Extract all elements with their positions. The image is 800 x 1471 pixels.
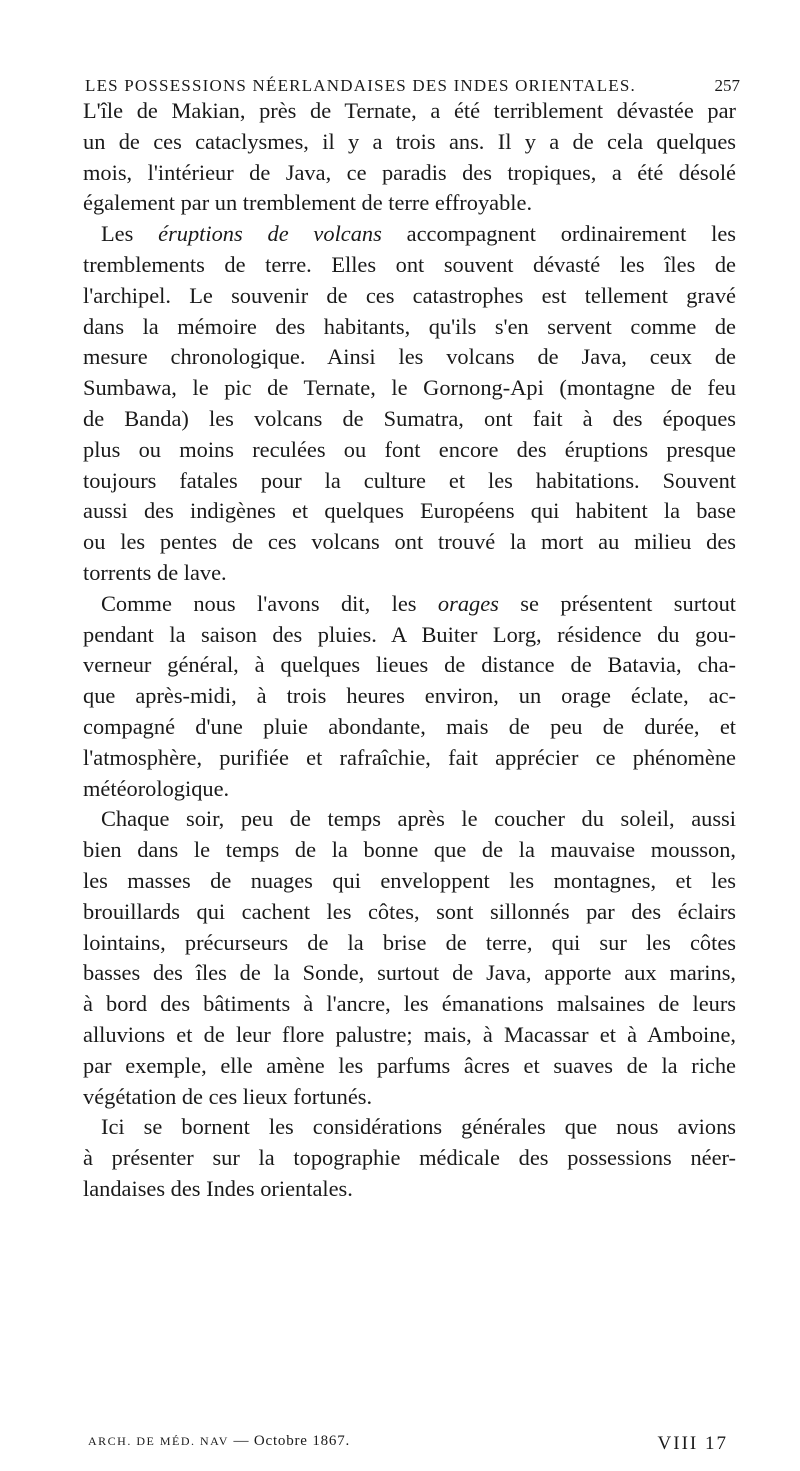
paragraph: [83, 96, 736, 219]
text-line: brouillards qui cachent les côtes, sont sillonnés par des éclairs: [83, 898, 736, 924]
text-run: se présentent surtout: [498, 590, 737, 616]
text-line: également par un tremblement de terre effroyable.: [83, 190, 533, 216]
body-text: [83, 96, 736, 1205]
text-line: météorologique.: [83, 775, 230, 801]
text-line: Ici se bornent les considérations générales que nous avions: [101, 1114, 736, 1140]
page-number: 257: [714, 76, 740, 95]
text-run: Les: [101, 221, 159, 247]
text-line: l'archipel. Le souvenir de ces catastrophes est tellement gravé: [83, 282, 736, 308]
paragraph: [83, 1112, 736, 1204]
running-header-title: LES POSSESSIONS NÉERLANDAISES DES INDES ORIENTALES.: [85, 76, 636, 95]
footer-date: — Octobre 1867.: [228, 1433, 351, 1449]
text-line: alluvions et de leur flore palustre; mais, à Macassar et à Amboine,: [83, 1021, 736, 1047]
text-line: tremblements de terre. Elles ont souvent dévasté les îles de: [83, 251, 736, 277]
text-line: bien dans le temps de la bonne que de la mauvaise mousson,: [83, 837, 736, 863]
text-line: par exemple, elle amène les parfums âcres et suaves de la riche: [83, 1052, 736, 1078]
text-line: plus ou moins reculées ou font encore des éruptions presque: [83, 436, 736, 462]
paragraph: [83, 804, 736, 1112]
text-line: ou les pentes de ces volcans ont trouvé la mort au milieu des: [83, 529, 736, 555]
text-run: accompagnent ordinairement les: [381, 221, 736, 247]
text-line: l'atmosphère, purifiée et rafraîchie, fait apprécier ce phénomène: [83, 744, 736, 770]
text-line: à bord des bâtiments à l'ancre, les émanations malsaines de leurs: [83, 991, 736, 1017]
emphasis-text: éruptions de volcans: [158, 221, 382, 247]
text-line: aussi des indigènes et quelques Européens qui habitent la base: [83, 498, 736, 524]
footer-signature: VIII 17: [657, 1433, 728, 1454]
text-line: compagné d'une pluie abondante, mais de peu de durée, et: [83, 713, 736, 739]
text-line: à présenter sur la topographie médicale des possessions néer-: [83, 1145, 736, 1171]
paragraph: [83, 219, 736, 589]
paragraph: [83, 589, 736, 805]
text-line: toujours fatales pour la culture et les habitations. Souvent: [83, 467, 736, 493]
text-line: mois, l'intérieur de Java, ce paradis des tropiques, a été désolé: [83, 159, 736, 185]
text-line: les masses de nuages qui enveloppent les montagnes, et les: [83, 867, 736, 893]
text-line: pendant la saison des pluies. A Buiter Lorg, résidence du gou-: [83, 621, 736, 647]
text-line: mesure chronologique. Ainsi les volcans de Java, ceux de: [83, 344, 736, 370]
text-line: que après-midi, à trois heures environ, un orage éclate, ac-: [83, 683, 736, 709]
text-line: basses des îles de la Sonde, surtout de Java, apporte aux marins,: [83, 960, 736, 986]
footer-citation: [88, 1433, 350, 1450]
text-run: Comme nous l'avons dit, les: [101, 590, 438, 616]
text-line: de Banda) les volcans de Sumatra, ont fait à des époques: [83, 405, 736, 431]
text-line: végétation de ces lieux fortunés.: [83, 1083, 373, 1109]
emphasis-text: orages: [437, 590, 499, 616]
footer-journal: ARCH. DE MÉD. NAV: [88, 1434, 229, 1448]
text-line: verneur général, à quelques lieues de distance de Batavia, cha-: [83, 652, 736, 678]
text-line: lointains, précurseurs de la brise de terre, qui sur les côtes: [83, 929, 736, 955]
text-line: L'île de Makian, près de Ternate, a été terriblement dévastée par: [83, 98, 736, 123]
text-line: Chaque soir, peu de temps après le coucher du soleil, aussi: [101, 806, 736, 832]
text-line: landaises des Indes orientales.: [83, 1175, 353, 1201]
text-line: [83, 219, 736, 250]
text-line: torrents de lave.: [83, 559, 227, 585]
text-line: [83, 589, 736, 620]
page-footer: [88, 1433, 728, 1457]
text-line: dans la mémoire des habitants, qu'ils s'en servent comme de: [83, 313, 736, 339]
text-line: Sumbawa, le pic de Ternate, le Gornong-Api (montagne de feu: [83, 375, 736, 401]
text-line: un de ces cataclysmes, il y a trois ans. Il y a de cela quelques: [83, 128, 736, 154]
